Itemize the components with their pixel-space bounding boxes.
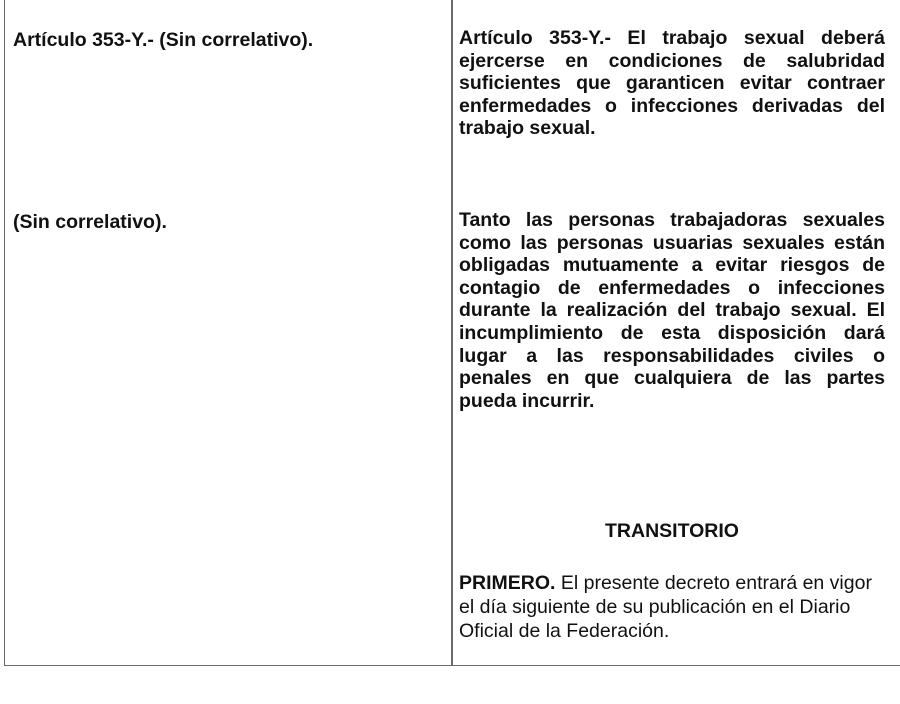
column-divider bbox=[451, 0, 453, 665]
transitorio-heading: TRANSITORIO bbox=[605, 520, 739, 542]
current-text-sin-correlativo: (Sin correlativo). bbox=[13, 211, 167, 233]
primero-text: El presente decreto entrará en vigor el día siguiente de su publicación en el Diario Oficial de la Federación. bbox=[459, 572, 872, 642]
proposed-text-paragraph: Tanto las personas trabajadoras sexuales como las personas usuarias sexuales están obligadas mutuamente a evitar riesgos de contagio de enfermedades o infecciones durante la realización del trabajo sexual. El incumplimiento de esta disposición dará lugar a las responsabilidades civiles o penales en que cualquiera de las partes pueda incurrir. bbox=[459, 209, 885, 412]
current-text-article-353-y: Artículo 353-Y.- (Sin correlativo). bbox=[13, 29, 314, 51]
primero-paragraph bbox=[459, 571, 887, 643]
primero-label: PRIMERO. bbox=[459, 572, 556, 594]
proposed-text-article-353-y: Artículo 353-Y.- El trabajo sexual deberá ejercerse en condiciones de salubridad suficientes que garanticen evitar contraer enfermedades o infecciones derivadas del trabajo sexual. bbox=[459, 27, 885, 140]
